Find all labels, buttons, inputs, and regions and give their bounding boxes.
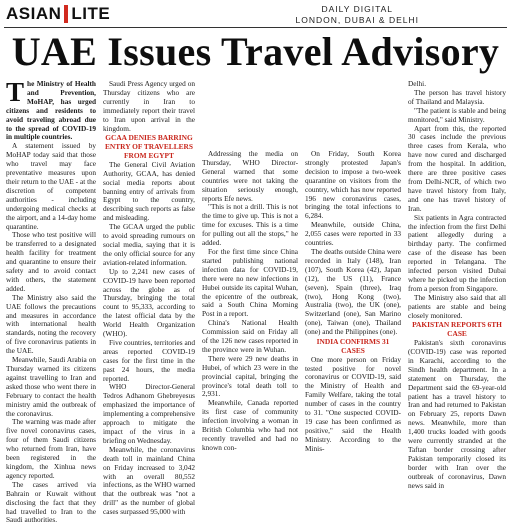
article-body xyxy=(6,77,506,525)
photo-area xyxy=(202,80,298,150)
paragraph: Pakistan's sixth coronavirus (COVID-19) case was reported in Karachi, according to the Sindh health department. In a statement on Thursday, the Department said the 69-year-old patient has a travel history to Iran and had returned to Pakistan on February 25, reports Dawn news. Meanwhile, more than 1,400 trucks loaded with goods were currently stranded at the Taftan border crossing after Pakistan temporarily closed its border with Iran over the outbreak of coronavirus, Dawn news said in xyxy=(408,338,506,490)
paragraph: On Friday, South Korea strongly protested Japan's decision to impose a two-week quarantine on visitors from the country, which has now reported 196 new coronavirus cases, bringing the total infections to 6,284. xyxy=(305,149,401,221)
section-subhead: PAKISTAN REPORTS 6TH CASE xyxy=(412,320,502,339)
column-5 xyxy=(408,79,506,490)
paragraph: Delhi. xyxy=(408,79,427,88)
column-1 xyxy=(6,77,96,525)
paragraph: Apart from this, the reported 30 cases include the previous three cases from Kerala, who have now cured and discharged from the hospital. In addition, there are three positive cases from Delhi-NCR, of which two have travel history from Italy, and one has travel history of Iran. xyxy=(408,123,506,213)
paragraph: Up to 2,241 new cases of COVID-19 have been reported across the globe as of Thursday, bringing the total count to 95,333, according to the latest official data by the World Health Organization (WHO). xyxy=(103,266,195,339)
paragraph: The General Civil Aviation Authority, GCAA, has denied social media reports about banning entry of arrivals from Egypt to the country, describing such reports as false and misleading. xyxy=(103,159,195,223)
paragraph: Six patients in Agra contracted the infection from the first Delhi patient allegedly during a birthday party. The confirmed case of the disease has been reported in Telangana. The infected person visited Dubai where he picked up the infection from a person from Singapore. xyxy=(408,212,506,293)
drop-cap: T xyxy=(6,77,25,107)
article-headline: UAE Issues Travel Advisory xyxy=(11,29,500,74)
paragraph: There were 29 new deaths in Hubei, of which 23 were in the provincial capital, bringing the province's total death toll to 2,931. xyxy=(202,353,298,399)
paragraph: A statement issued by MoHAP today said that those who travel may face preventative measures upon their return to the UAE - at the discretion of competent authorities - including undergoing medical checks at the airport, and a 14-day home quarantine. xyxy=(6,141,96,231)
photo-area xyxy=(305,80,401,150)
paragraph: The cases arrived via Bahrain or Kuwait without disclosing the fact that they had travelled to Iran to the Saudi authorities. xyxy=(6,479,96,525)
section-subhead: GCAA DENIES BARRING ENTRY OF TRAVELLERS FROM EGYPT xyxy=(104,133,194,161)
paragraph: Five countries, territories and areas reported COVID-19 cases for the first time in the past 24 hours, the media reported. xyxy=(103,337,195,383)
paragraph: The Ministry also said that all patients are stable and being closely monitored. xyxy=(408,292,506,320)
logo-separator-bar xyxy=(64,5,68,23)
paragraph: Meanwhile, Saudi Arabia on Thursday warned its citizens against travelling to Iran and asked those who went there in February to contact the health ministry amid the outbreak of the coronavirus. xyxy=(6,355,96,418)
logo-asian-text: ASIAN xyxy=(6,4,62,23)
lead-text: he Ministry of Health and Prevention, MoHAP, has urged citizens and residents to avoid traveling abroad due to the spread of COVID-19 in multiple countries. xyxy=(6,79,96,142)
paragraph: Saudi Press Agency urged on Thursday citizens who are currently in Iran to immediately report their travel to Iran upon arrival in the kingdom. xyxy=(103,79,195,133)
newspaper-logo[interactable] xyxy=(6,4,110,24)
paragraph: The Ministry also said the UAE follows the precautions and measures in accordance with international health standards, noting the recovery of five coronavirus patients in the UAE. xyxy=(6,292,96,356)
masthead xyxy=(0,0,511,28)
logo-lite-text: LITE xyxy=(71,4,111,23)
column-4 xyxy=(305,80,401,453)
dateline-cities: LONDON, DUBAI & DELHI xyxy=(295,15,419,25)
column-3 xyxy=(202,80,298,452)
paragraph: One more person on Friday tested positive for novel coronavirus or COVID-19, said the Ministry of Health and Family Welfare, taking the total number of cases in the country to 31. "One suspected COVID-19 case has been confirmed as positive," said the Health Ministry. According to the Minis- xyxy=(305,354,401,453)
paragraph: Meanwhile, Canada reported its first case of community infection involving a woman in British Columbia who had not recently travelled and had no known con- xyxy=(202,398,298,452)
paragraph: For the first time since China started publishing national infection data for COVID-19, there were no new infections in Hubei outside its capital Wuhan, the epicentre of the outbreak, said a South China Morning Post in a report. xyxy=(202,246,298,319)
paragraph: The warning was made after five novel coronavirus cases, four of them Saudi citizens who returned from Iran, have been registered in the kingdom, the Xinhua news agency reported. xyxy=(6,417,96,480)
paragraph: Addressing the media on Thursday, WHO Director-General warned that some countries were not taking the situation seriously enough, reports Efe news. xyxy=(202,149,298,203)
paragraph: The deaths outside China were recorded in Italy (148), Iran (107), South Korea (42), Japan (12), the US (11), France (seven), Spain (three), Iraq (two), Hong Kong (two), Australia (two), the UK (one), Switzerland (one), San Marino (one), Taiwan (one), Thailand (one) and the Philippines (one). xyxy=(305,246,401,337)
lead-paragraph xyxy=(6,77,96,142)
paragraph: China's National Health Commission said on Friday all of the 126 new cases reported in the province were in Wuhan. xyxy=(202,318,298,354)
column-2 xyxy=(103,79,195,517)
paragraph: WHO Director-General Tedros Adhanom Ghebreyesus emphasized the importance of implementing a comprehensive approach to mitigate the impact of the virus in a briefing on Wednesday. xyxy=(103,382,195,445)
paragraph: Those who test positive will be transferred to a designated health facility for treatment and quarantine to ensure their safety and to avoid contact with others, the statement added. xyxy=(6,230,96,293)
dateline xyxy=(296,4,420,26)
masthead-rule xyxy=(4,27,507,28)
paragraph: Meanwhile, outside China, 2,055 cases were reported in 33 countries. xyxy=(305,220,401,248)
paragraph: Meanwhile, the coronavirus death toll in mainland China on Friday increased to 3,042 with an overall 80,552 infections, as the WHO warned that the outbreak was "not a drill" as the number of global cases surpassed 95,000 with xyxy=(103,444,195,517)
section-subhead: INDIA CONFIRMS 31 CASES xyxy=(316,337,390,355)
dateline-edition: DAILY DIGITAL xyxy=(321,4,394,14)
paragraph: "This is not a drill. This is not the time to give up. This is not a time for excuses. This is a time for pulling out all the stops," he added. xyxy=(202,202,298,248)
paragraph: The person has travel history of Thailand and Malaysia. xyxy=(408,87,506,106)
paragraph: "The patient is stable and being monitored," said Ministry. xyxy=(408,105,506,124)
paragraph: The GCAA urged the public to avoid spreading rumours on social media, saying that it is the only official source for any aviation-related information. xyxy=(103,222,195,267)
